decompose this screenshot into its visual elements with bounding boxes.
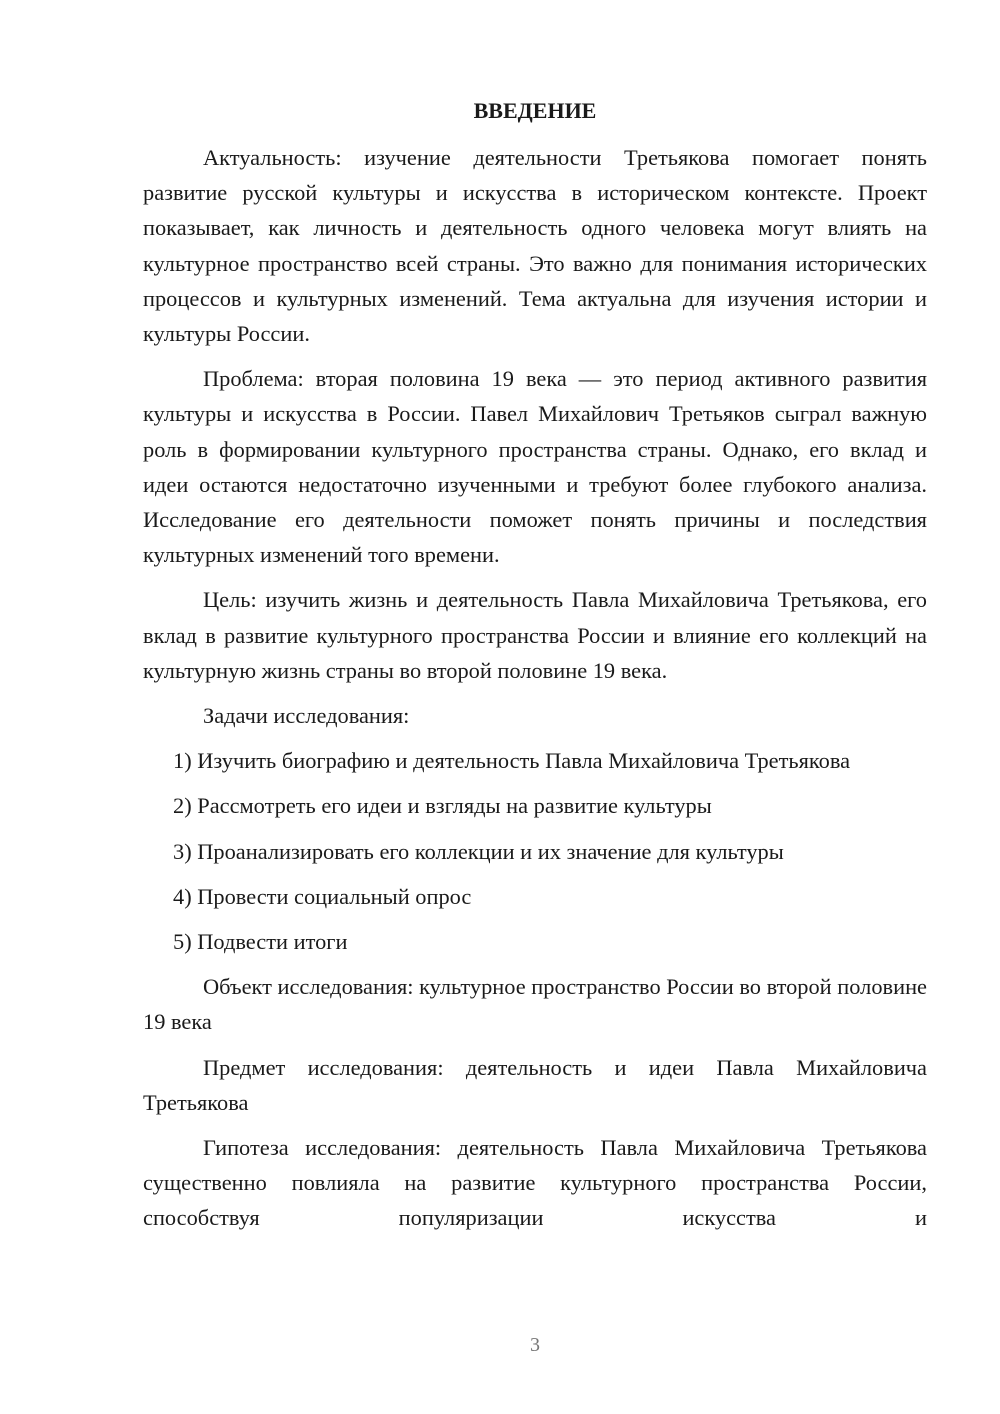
paragraph-hypothesis: Гипотеза исследования: деятельность Павла Михайловича Третьякова существенно повлияла на развитие культурного пространства России, способствуя популяризации искусства и xyxy=(143,1135,927,1231)
task-item-4: 4) Провести социальный опрос xyxy=(173,883,472,909)
task-item-1: 1) Изучить биографию и деятельность Павла Михайловича Третьякова xyxy=(173,748,851,774)
page-number: 3 xyxy=(530,1334,540,1356)
paragraph-object: Объект исследования: культурное пространство России во второй половине 19 века xyxy=(143,974,927,1035)
tasks-list xyxy=(143,743,927,959)
task-item-5: 5) Подвести итоги xyxy=(173,929,348,955)
task-item-3: 3) Проанализировать его коллекции и их значение для культуры xyxy=(173,838,784,864)
section-title: ВВЕДЕНИЕ xyxy=(473,98,597,123)
paragraph-subject: Предмет исследования: деятельность и идеи Павла Михайловича Третьякова xyxy=(143,1054,927,1115)
paragraph-goal: Цель: изучить жизнь и деятельность Павла Михайловича Третьякова, его вклад в развитие культурного пространства России и влияние его коллекций на культурную жизнь страны во второй половине 19 века. xyxy=(143,587,927,683)
paragraph-actuality: Актуальность: изучение деятельности Третьякова помогает понять развитие русской культуры и искусства в историческом контексте. Проект показывает, как личность и деятельность одного человека могут влиять на культурное пространство всей страны. Это важно для понимания исторических процессов и культурных изменений. Тема актуальна для изучения истории и культуры России. xyxy=(143,145,927,347)
document-page xyxy=(143,95,927,1236)
tasks-header: Задачи исследования: xyxy=(203,703,410,729)
task-item-2: 2) Рассмотреть его идеи и взгляды на развитие культуры xyxy=(173,793,712,819)
paragraph-problem: Проблема: вторая половина 19 века — это период активного развития культуры и искусства в России. Павел Михайлович Третьяков сыграл важную роль в формировании культурного пространства страны. Однако, его вклад и идеи остаются недостаточно изученными и требуют более глубокого анализа. Исследование его деятельности поможет понять причины и последствия культурных изменений того времени. xyxy=(143,366,927,568)
